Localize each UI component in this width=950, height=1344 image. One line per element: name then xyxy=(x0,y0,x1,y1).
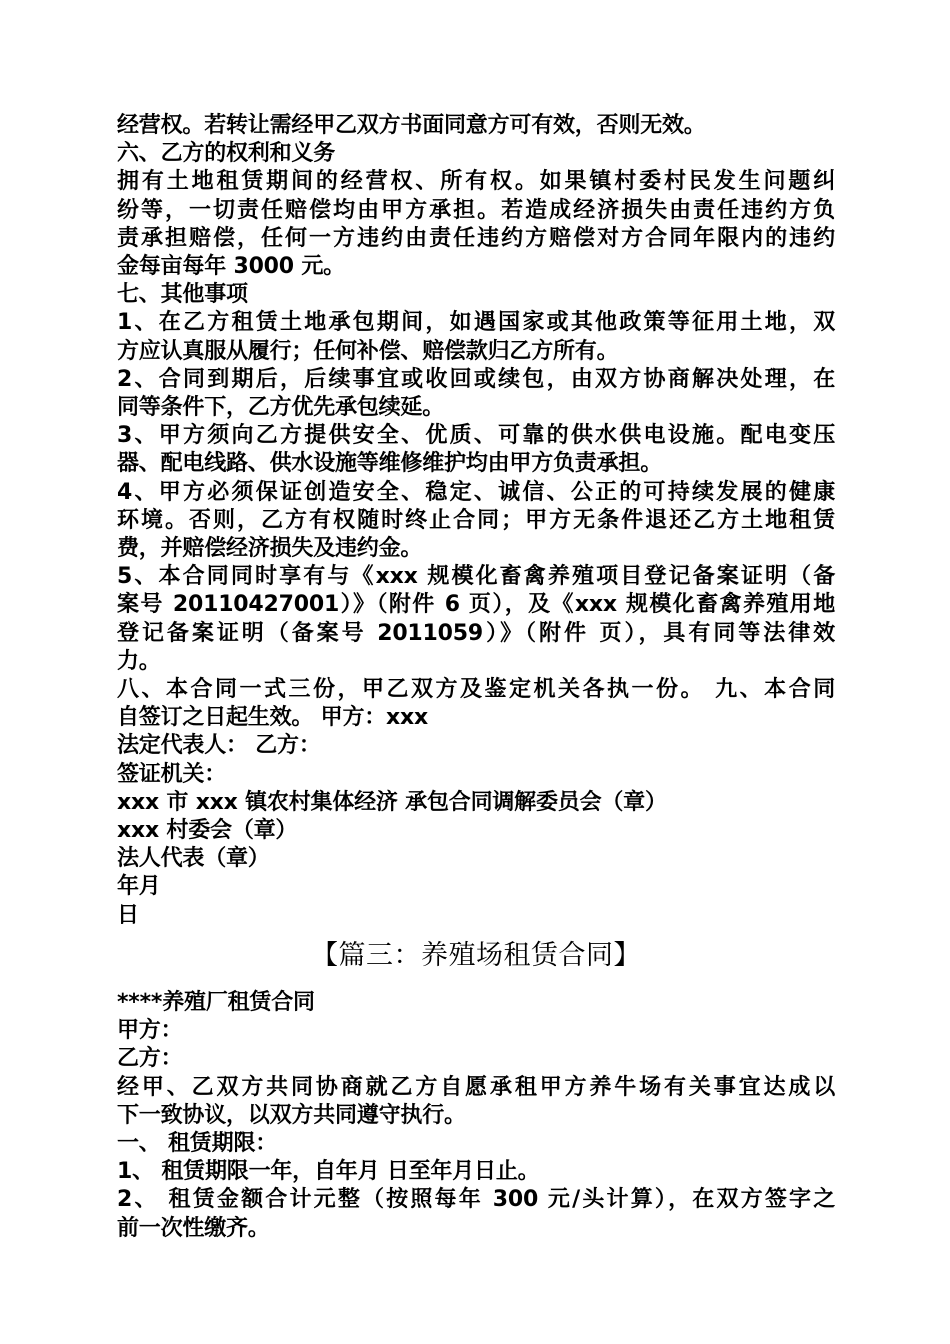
text-line: 八、本合同一式三份，甲乙双方及鉴定机关各执一份。 九、本合同 xyxy=(117,677,835,703)
text-line: 案号 20110427001）》（附件 6 页），及《xxx 规模化畜禽养殖用地 xyxy=(117,592,835,618)
text-line: 经甲、乙双方共同协商就乙方自愿承租甲方养牛场有关事宜达成以 xyxy=(117,1074,835,1100)
text-line: 前一次性缴齐。 xyxy=(117,1215,270,1241)
text-line: 拥有土地租赁期间的经营权、所有权。如果镇村委村民发生问题纠 xyxy=(117,169,835,195)
text-line: 2、合同到期后，后续事宜或收回或续包，由双方协商解决处理，在 xyxy=(117,366,835,392)
text-line: 同等条件下，乙方优先承包续延。 xyxy=(117,395,445,421)
text-line: 器、配电线路、供水设施等维修维护均由甲方负责承担。 xyxy=(117,451,663,477)
signature-legal-person: 法人代表（章） xyxy=(117,846,270,872)
text-line: 2、 租赁金额合计元整（按照每年 300 元/头计算），在双方签字之 xyxy=(117,1187,835,1213)
heading-lease-term: 一、 租赁期限： xyxy=(117,1130,278,1156)
text-line: 金每亩每年 3000 元。 xyxy=(117,254,345,280)
text-line: 1、 租赁期限一年，自年月 日至年月日止。 xyxy=(117,1159,540,1185)
signature-visa-authority: 签证机关： xyxy=(117,761,227,787)
signature-legal-rep: 法定代表人： 乙方： xyxy=(117,733,321,759)
signature-committee: xxx 市 xxx 镇农村集体经济 承包合同调解委员会（章） xyxy=(117,789,667,815)
contract-part-two xyxy=(117,989,835,1243)
text-line: 自签订之日起生效。 甲方：xxx xyxy=(117,705,429,731)
section-title: 【篇三：养殖场租赁合同】 xyxy=(311,939,641,971)
text-line: 下一致协议，以双方共同遵守执行。 xyxy=(117,1102,466,1128)
party-a: 甲方： xyxy=(117,1018,183,1044)
document-page xyxy=(117,112,835,1243)
text-line: 5、本合同同时享有与《xxx 规模化畜禽养殖项目登记备案证明（备 xyxy=(117,564,835,590)
heading-other-matters: 七、其他事项 xyxy=(117,282,248,308)
party-b: 乙方： xyxy=(117,1046,183,1072)
text-line: 费，并赔偿经济损失及违约金。 xyxy=(117,536,423,562)
heading-rights-obligations: 六、乙方的权利和义务 xyxy=(117,141,336,167)
date-year-month: 年月 xyxy=(117,874,161,900)
text-line: 力。 xyxy=(117,648,161,674)
date-day: 日 xyxy=(117,902,139,928)
contract-part-one xyxy=(117,112,835,930)
signature-village-committee: xxx 村委会（章） xyxy=(117,818,298,844)
contract-title: ****养殖厂租赁合同 xyxy=(117,989,315,1015)
text-line: 4、甲方必须保证创造安全、稳定、诚信、公正的可持续发展的健康 xyxy=(117,479,835,505)
text-line: 纷等，一切责任赔偿均由甲方承担。若造成经济损失由责任违约方负 xyxy=(117,197,835,223)
text-line: 经营权。若转让需经甲乙双方书面同意方可有效，否则无效。 xyxy=(117,113,706,138)
text-line: 责承担赔偿，任何一方违约由责任违约方赔偿对方合同年限内的违约 xyxy=(117,225,835,251)
text-line: 登记备案证明（备案号 2011059）》（附件 页），具有同等法律效 xyxy=(117,620,835,646)
text-line: 1、在乙方租赁土地承包期间，如遇国家或其他政策等征用土地，双 xyxy=(117,310,835,336)
text-line: 3、甲方须向乙方提供安全、优质、可靠的供水供电设施。配电变压 xyxy=(117,423,835,449)
text-line: 环境。否则，乙方有权随时终止合同；甲方无条件退还乙方土地租赁 xyxy=(117,507,835,533)
text-line: 方应认真服从履行；任何补偿、赔偿款归乙方所有。 xyxy=(117,338,619,364)
